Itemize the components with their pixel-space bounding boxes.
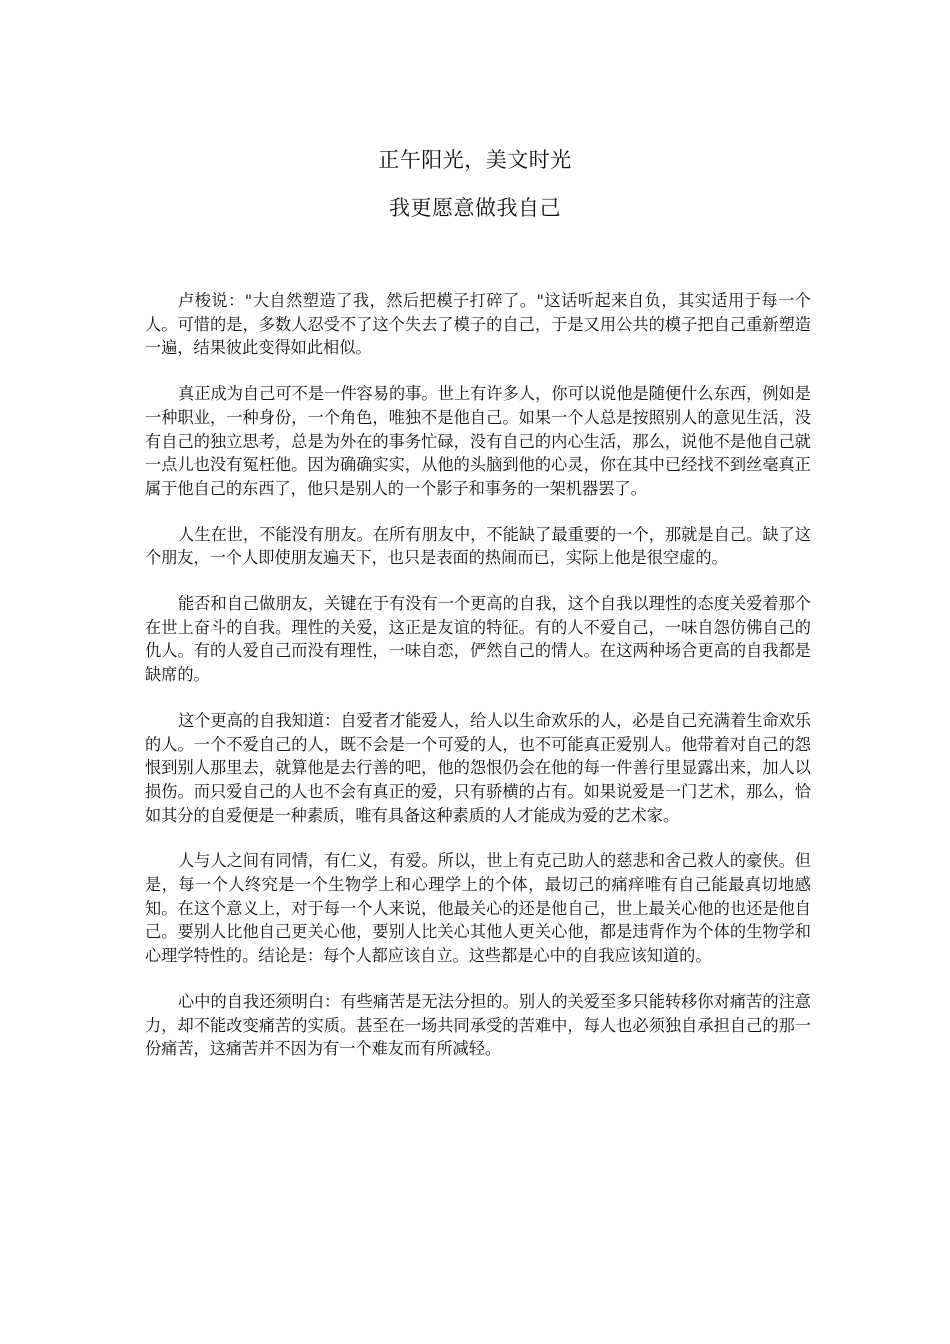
paragraph-3: 人生在世，不能没有朋友。在所有朋友中，不能缺了最重要的一个，那就是自己。缺了这个朋友，一个人即使朋友遍天下，也只是表面的热闹而已，实际上他是很空虚的。 — [145, 524, 811, 568]
paragraph-1: 卢梭说："大自然塑造了我，然后把模子打碎了。"这话听起来自负，其实适用于每一个人。可惜的是，多数人忍受不了这个失去了模子的自己，于是又用公共的模子把自己重新塑造一遍，结果彼此变得如此相似。 — [145, 291, 811, 358]
article-body — [145, 289, 811, 1083]
document-subtitle: 我更愿意做我自己 — [389, 196, 561, 220]
paragraph-6: 人与人之间有同情，有仁义，有爱。所以，世上有克己助人的慈悲和舍己救人的豪侠。但是，每一个人终究是一个生物学上和心理学上的个体，最切己的痛痒唯有自己能最真切地感知。在这个意义上，对于每一个人来说，他最关心的还是他自己，世上最关心他的也还是他自己。要别人比他自己更关心他，要别人比关心其他人更关心他，都是违背作为个体的生物学和心理学特性的。结论是：每个人都应该自立。这些都是心中的自我应该知道的。 — [145, 851, 811, 966]
paragraph-4: 能否和自己做朋友，关键在于有没有一个更高的自我，这个自我以理性的态度关爱着那个在世上奋斗的自我。理性的关爱，这正是友谊的特征。有的人不爱自己，一味自怨仿佛自己的仇人。有的人爱自己而没有理性，一味自恋，俨然自己的情人。在这两种场合更高的自我都是缺席的。 — [145, 594, 811, 685]
paragraph-2: 真正成为自己可不是一件容易的事。世上有许多人，你可以说他是随便什么东西，例如是一种职业，一种身份，一个角色，唯独不是他自己。如果一个人总是按照别人的意见生活，没有自己的独立思考，总是为外在的事务忙碌，没有自己的内心生活，那么，说他不是他自己就一点儿也没有冤枉他。因为确确实实，从他的头脑到他的心灵，你在其中已经找不到丝毫真正属于他自己的东西了，他只是别人的一个影子和事务的一架机器罢了。 — [145, 384, 811, 498]
document-title: 正午阳光，美文时光 — [378, 148, 572, 172]
paragraph-7: 心中的自我还须明白：有些痛苦是无法分担的。别人的关爱至多只能转移你对痛苦的注意力，却不能改变痛苦的实质。甚至在一场共同承受的苦难中，每人也必须独自承担自己的那一份痛苦，这痛苦并不因为有一个难友而有所减轻。 — [145, 991, 811, 1059]
paragraph-5: 这个更高的自我知道：自爱者才能爱人，给人以生命欢乐的人，必是自己充满着生命欢乐的人。一个不爱自己的人，既不会是一个可爱的人，也不可能真正爱别人。他带着对自己的怨恨到别人那里去，就算他是去行善的吧，他的怨恨仍会在他的每一件善行里显露出来，加人以损伤。而只爱自己的人也不会有真正的爱，只有骄横的占有。如果说爱是一门艺术，那么，恰如其分的自爱便是一种素质，唯有具备这种素质的人才能成为爱的艺术家。 — [145, 710, 811, 825]
